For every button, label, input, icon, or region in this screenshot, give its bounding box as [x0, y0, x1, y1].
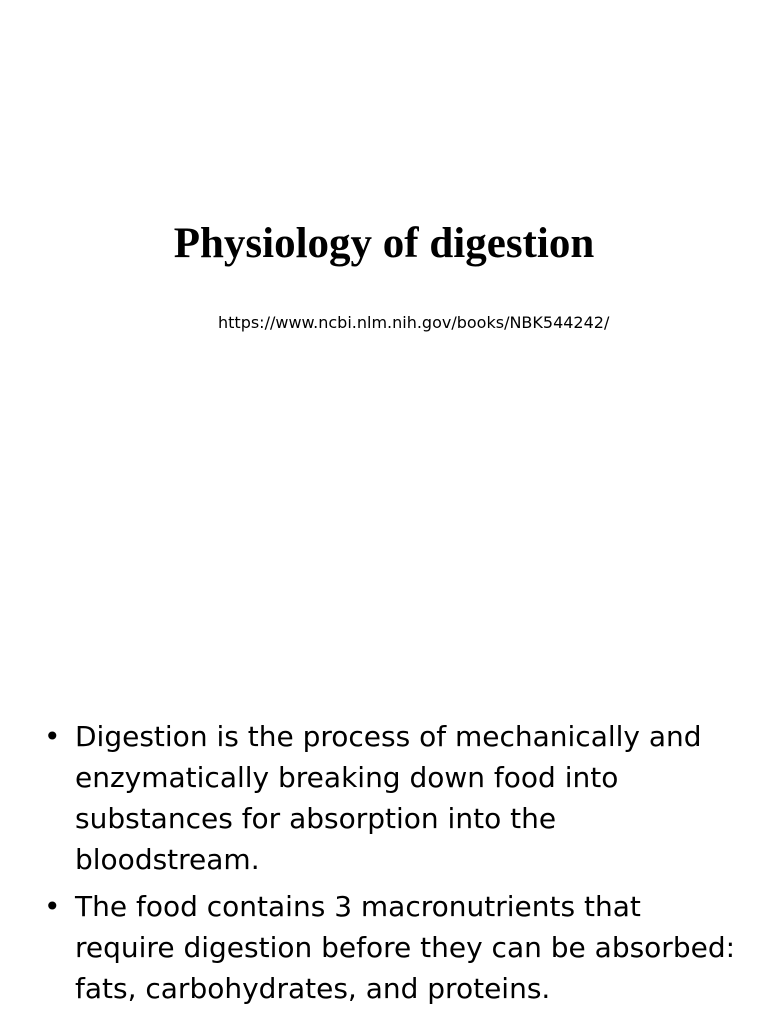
- bullet-item: [44, 716, 744, 880]
- bullet-item: [44, 886, 744, 1009]
- bullet-icon: •: [44, 890, 61, 923]
- bullet-list: [44, 716, 744, 1015]
- bullet-icon: •: [44, 720, 61, 753]
- source-url: https://www.ncbi.nlm.nih.gov/books/NBK544242/: [218, 313, 610, 332]
- bullet-text: Digestion is the process of mechanically and enzymatically breaking down food into substances for absorption into the bloodstream.: [75, 720, 702, 876]
- slide-title: Physiology of digestion: [173, 220, 595, 267]
- bullet-text: The food contains 3 macronutrients that require digestion before they can be absorbed: fats, carbohydrates, and proteins.: [75, 890, 736, 1005]
